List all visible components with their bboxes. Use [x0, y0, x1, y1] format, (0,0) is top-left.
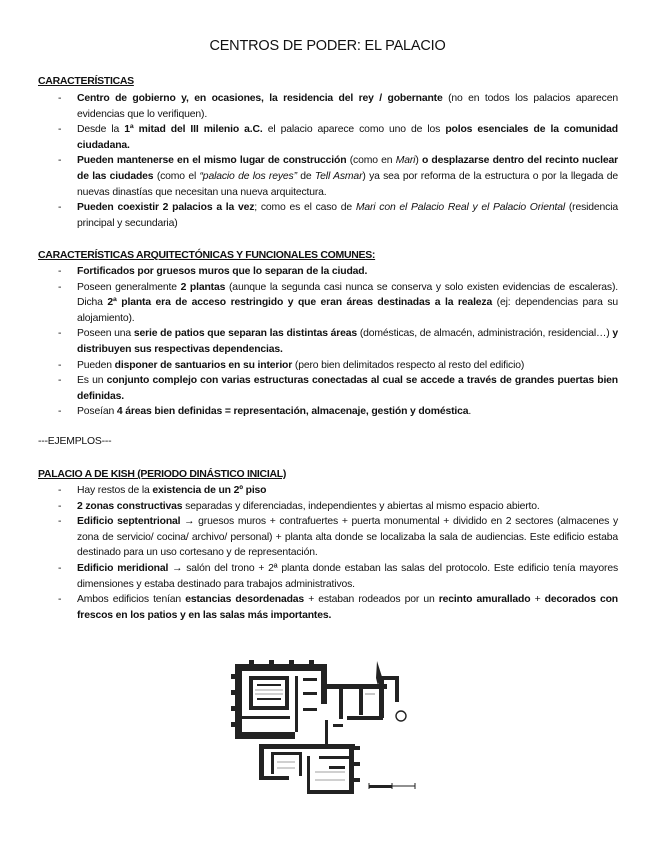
text: + [530, 594, 545, 606]
list-item [56, 358, 618, 374]
list-item [56, 153, 618, 200]
italic-text: el Palacio Real [399, 202, 469, 214]
bold-text: Pueden coexistir 2 palacios a la vez [77, 202, 255, 214]
list-item [56, 200, 618, 231]
bold-text: conjunto complejo con varias estructuras conectadas al cual se accede a través de grandes puertas bien definidas. [77, 375, 619, 402]
bold-text: decorados con frescos en los patios y en las salas más importantes. [77, 594, 619, 621]
text: (no en todos los palacios aparecen evidencias que lo verifiquen). [77, 93, 618, 120]
list-item [56, 561, 618, 592]
text: Ambos edificios tenían [77, 594, 186, 606]
bold-text: 1ª mitad del III milenio a.C. [124, 124, 263, 136]
bold-text: 2 zonas constructivas [77, 500, 183, 512]
bold-text: existencia de un 2º piso [152, 485, 267, 496]
text: Poseen generalmente [77, 281, 181, 293]
bold-text: Pueden mantenerse en el mismo lugar de construcción [77, 155, 347, 167]
list-item [56, 514, 618, 561]
bold-text: Edificio septentrional [77, 516, 181, 528]
list-item [56, 264, 618, 280]
section-heading-architecture: CARACTERÍSTICAS ARQUITECTÓNICAS Y FUNCIONALES COMUNES: [38, 249, 376, 261]
bold-text: 2ª planta era de acceso restringido y que eran áreas destinadas a la realeza [107, 297, 493, 309]
page-title: CENTROS DE PODER: EL PALACIO [209, 38, 446, 54]
text: Desde la [77, 124, 125, 136]
list-item [56, 122, 618, 153]
bold-text: Fortificados por gruesos muros que lo separan de la ciudad. [77, 266, 368, 277]
text: (como el [153, 170, 200, 182]
text: Es un [77, 375, 107, 387]
text: el palacio aparece como uno de los [262, 124, 446, 136]
kish-palace-floor-plan [229, 656, 426, 799]
text: . [468, 406, 472, 418]
bold-text: y distribuyen sus respectivas dependencias. [77, 328, 618, 355]
italic-text: y [468, 202, 482, 214]
italic-text: “palacio de los reyes” [199, 170, 297, 182]
section-heading-characteristics: CARACTERÍSTICAS [38, 75, 134, 87]
italic-text: Tell Asmar [314, 170, 363, 182]
bold-text: 4 áreas bien definidas = representación, almacenaje, gestión y doméstica [116, 406, 469, 418]
text: (residencia principal y secundaria) [77, 202, 618, 229]
bold-text: estancias desordenadas [185, 594, 305, 606]
text: ; como es el caso de [254, 202, 356, 214]
text: + estaban rodeados por un [304, 594, 439, 606]
text: (pero bien delimitados respecto al resto del edificio) [292, 359, 525, 371]
italic-text: con [375, 202, 400, 214]
characteristics-list [56, 91, 618, 231]
list-item [56, 280, 618, 327]
italic-text: el Palacio Oriental [481, 202, 565, 214]
list-item [56, 592, 618, 623]
text: Poseían [77, 406, 117, 418]
italic-text: Mari [395, 155, 416, 167]
bold-text: Centro de gobierno y, en ocasiones, la residencia del rey / gobernante [77, 93, 443, 104]
bold-text: 2 plantas [180, 281, 226, 293]
bold-text: o desplazarse dentro del recinto nuclear de las ciudades [77, 155, 618, 182]
text: Pueden [77, 359, 115, 371]
list-item [56, 326, 618, 357]
list-item [56, 373, 618, 404]
italic-text: Mari [355, 202, 376, 214]
list-item [56, 404, 618, 420]
list-item [56, 483, 618, 499]
text: Poseen una [77, 328, 134, 340]
list-item [56, 499, 618, 515]
text: (domésticas, de almacén, administración, residencial…) [357, 328, 613, 340]
bold-text: polos esenciales de la comunidad ciudadana. [77, 124, 618, 151]
text: (como en [346, 155, 396, 167]
bold-text: recinto amurallado [438, 594, 531, 606]
bold-text: serie de patios que separan las distintas áreas [133, 328, 358, 340]
examples-divider: ---EJEMPLOS--- [38, 436, 112, 447]
text: ) ya sea por reforma de la estructura o por la llegada de nuevas dinastías que necesitan una nueva arquitectura. [77, 170, 619, 198]
bold-text: disponer de santuarios en su interior [114, 359, 293, 371]
text: separadas y diferenciadas, independientes y abiertas al mismo espacio abierto. [182, 500, 540, 512]
text: (ej: dependencias para su alojamiento). [77, 297, 618, 324]
text: ) [415, 155, 422, 167]
text: → gruesos muros + contrafuertes + puerta monumental + dividido en 2 sectores (almacenes y zona de servicio/ cocina/ archivo/ personal) + planta alta donde se localizaba la sala de audiencias. Este edificio estaba destinado para un uso cortesano y de representación. [77, 516, 619, 559]
bold-text: Edificio meridional [77, 562, 169, 574]
architecture-list [56, 264, 618, 420]
section-heading-kish: PALACIO A DE KISH (PERIODO DINÁSTICO INICIAL) [38, 468, 287, 480]
list-item [56, 91, 618, 122]
text: (aunque la segunda casi nunca se conserva y solo existen evidencias de escaleras). Dicha [77, 281, 618, 309]
text: Hay restos de la [77, 485, 153, 496]
text: → salón del trono + 2ª planta donde estaban las salas del protocolo. Este edificio tenía mayores dimensiones y estaba destinado para trabajos administrativos. [77, 562, 618, 590]
text: de [296, 170, 315, 182]
kish-list [56, 483, 618, 623]
